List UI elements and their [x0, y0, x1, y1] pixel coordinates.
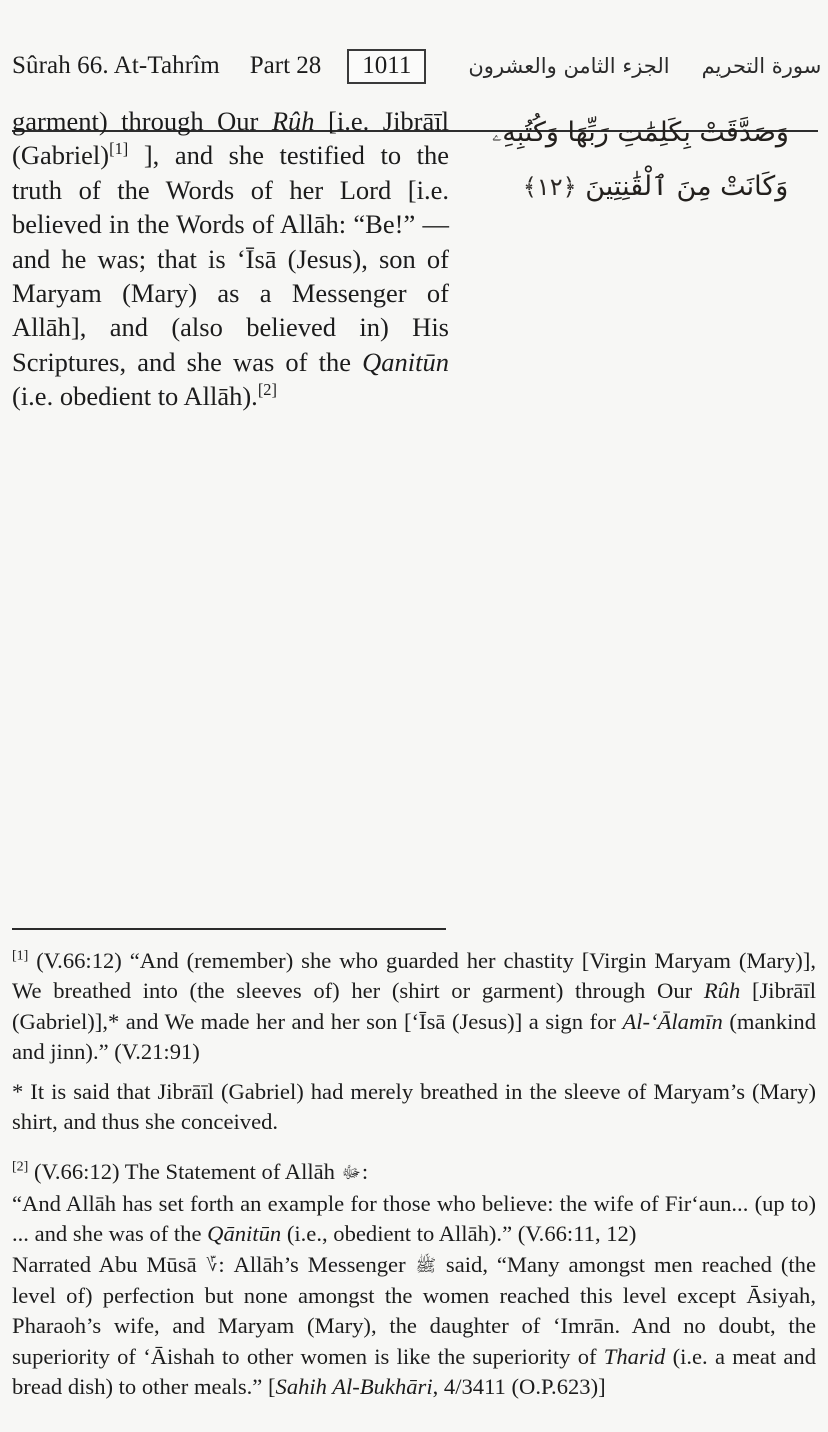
- quran-translation-page: [0, 42, 828, 1432]
- footnote-1: [12, 946, 816, 1068]
- arabic-juz-label: الجزء الثامن والعشرون: [468, 54, 670, 78]
- hadith-part-c: said, “Many amongst men reached (the level of) perfection but none amongst the women reached this level except Āsiyah, Pharaoh’s wife, and Maryam (Mary), the daughter of ‘Imrān. And no doubt, the superiority of ‘Āishah to other women is like the superiority of: [12, 1251, 816, 1369]
- qanitun-term: Qanitūn: [362, 346, 449, 377]
- footnote-2-quote: [12, 1189, 816, 1250]
- footnote-2-quote-a: “And Allāh has set forth an example for those who believe: the wife of Fir‘aun... (up to) ... and she was of the: [12, 1190, 816, 1247]
- footnote-1-ruh-term: Rûh: [703, 978, 741, 1004]
- header-left-group: [12, 49, 426, 84]
- footnote-1-part-c: (mankind and jinn).” (V.21:91): [12, 1008, 816, 1065]
- translation-text-end: (i.e. obedient to Allāh).: [12, 381, 258, 412]
- footnote-1-part-b: [Jibrāīl (Gabriel)],* and We made her and her son [‘Īsā (Jesus)] a sign for: [12, 978, 816, 1034]
- hadith-narrator: Narrated Abu Mūsā: [12, 1251, 206, 1277]
- hadith-source-reference: Sahih Al-Bukhāri: [275, 1374, 433, 1400]
- ruh-term: Rûh: [271, 106, 315, 136]
- prophet-honorific-glyph: ﷺ: [415, 1255, 437, 1276]
- translation-paragraph: [12, 104, 449, 414]
- translation-text-before-ruh: garment) through Our: [12, 106, 272, 136]
- hadith-part-b: : Allāh’s Messenger: [218, 1251, 415, 1277]
- footnote-2-qanitun-term: Qānitūn: [207, 1221, 282, 1247]
- translation-text-mid: ], and she testified to the truth of the Words of her Lord [i.e. believed in the Words of Allāh: “Be!” — and he was; that is ‘Īsā (Jesus), son of Maryam (Mary) as a Messenger of Allāh], and (also believed in) His Scriptures, and she was of the: [12, 140, 449, 377]
- body-area: [12, 104, 816, 414]
- allah-honorific-glyph: ﷻ: [341, 1163, 361, 1184]
- translation-text-after-ruh: [i.e. Jibrāīl (Gabriel): [12, 106, 449, 171]
- footnote-1-part-a: (V.66:12) “And (remember) she who guarded her chastity [Virgin Maryam (Mary)], We breathed into (the sleeves of) her (shirt or garment) through Our: [12, 948, 816, 1004]
- tharid-term: Tharid: [603, 1343, 666, 1369]
- arabic-surah-label: سورة التحريم: [701, 54, 822, 78]
- footnote-spacer: [12, 1146, 816, 1157]
- arabic-verse-line-2-text: وَكَانَتْ مِنَ ٱلْقَٰنِتِينَ: [585, 171, 789, 202]
- surah-title: Sûrah 66. At-Tahrîm: [12, 51, 220, 79]
- hadith-part-e: , 4/3411 (O.P.623)]: [432, 1374, 606, 1400]
- footnote-2-marker: [2]: [12, 1159, 29, 1175]
- footnote-marker-1: [1]: [109, 139, 129, 159]
- footnote-divider: [12, 928, 446, 930]
- page-header: [12, 42, 822, 90]
- footnote-asterisk-note: * It is said that Jibrāīl (Gabriel) had merely breathed in the sleeve of Maryam’s (Mary) shirt, and thus she conceived.: [12, 1078, 816, 1135]
- part-label: Part 28: [249, 51, 322, 79]
- footnote-1-marker: [1]: [12, 948, 29, 964]
- hadith-part-d: (i.e. a meat and bread dish) to other meals.” [: [12, 1343, 816, 1400]
- footnote-2-heading-a: (V.66:12) The Statement of Allāh: [28, 1159, 341, 1185]
- companion-honorific-glyph: ؆: [206, 1255, 218, 1276]
- arabic-verse-column: [449, 104, 816, 214]
- footnote-2-heading: [12, 1157, 816, 1188]
- ayah-number-marker: ﴿١٢﴾: [522, 173, 577, 201]
- footnotes-section: [12, 946, 816, 1403]
- english-translation-column: [12, 104, 449, 414]
- arabic-verse-line-1: وَصَدَّقَتْ بِكَلِمَٰتِ رَبِّهَا وَكُتُبِهِۦ: [492, 117, 789, 148]
- page-number-box: 1011: [347, 49, 426, 84]
- footnote-marker-2: [2]: [257, 380, 277, 400]
- footnote-2-quote-b: (i.e., obedient to Allāh).” (V.66:11, 12): [281, 1221, 637, 1247]
- arabic-verse-line-2: [465, 160, 816, 214]
- footnote-1-alamin-term: Al-‘Ālamīn: [622, 1008, 723, 1034]
- footnote-2-heading-b: :: [361, 1159, 369, 1185]
- footnote-2-hadith: [12, 1250, 816, 1403]
